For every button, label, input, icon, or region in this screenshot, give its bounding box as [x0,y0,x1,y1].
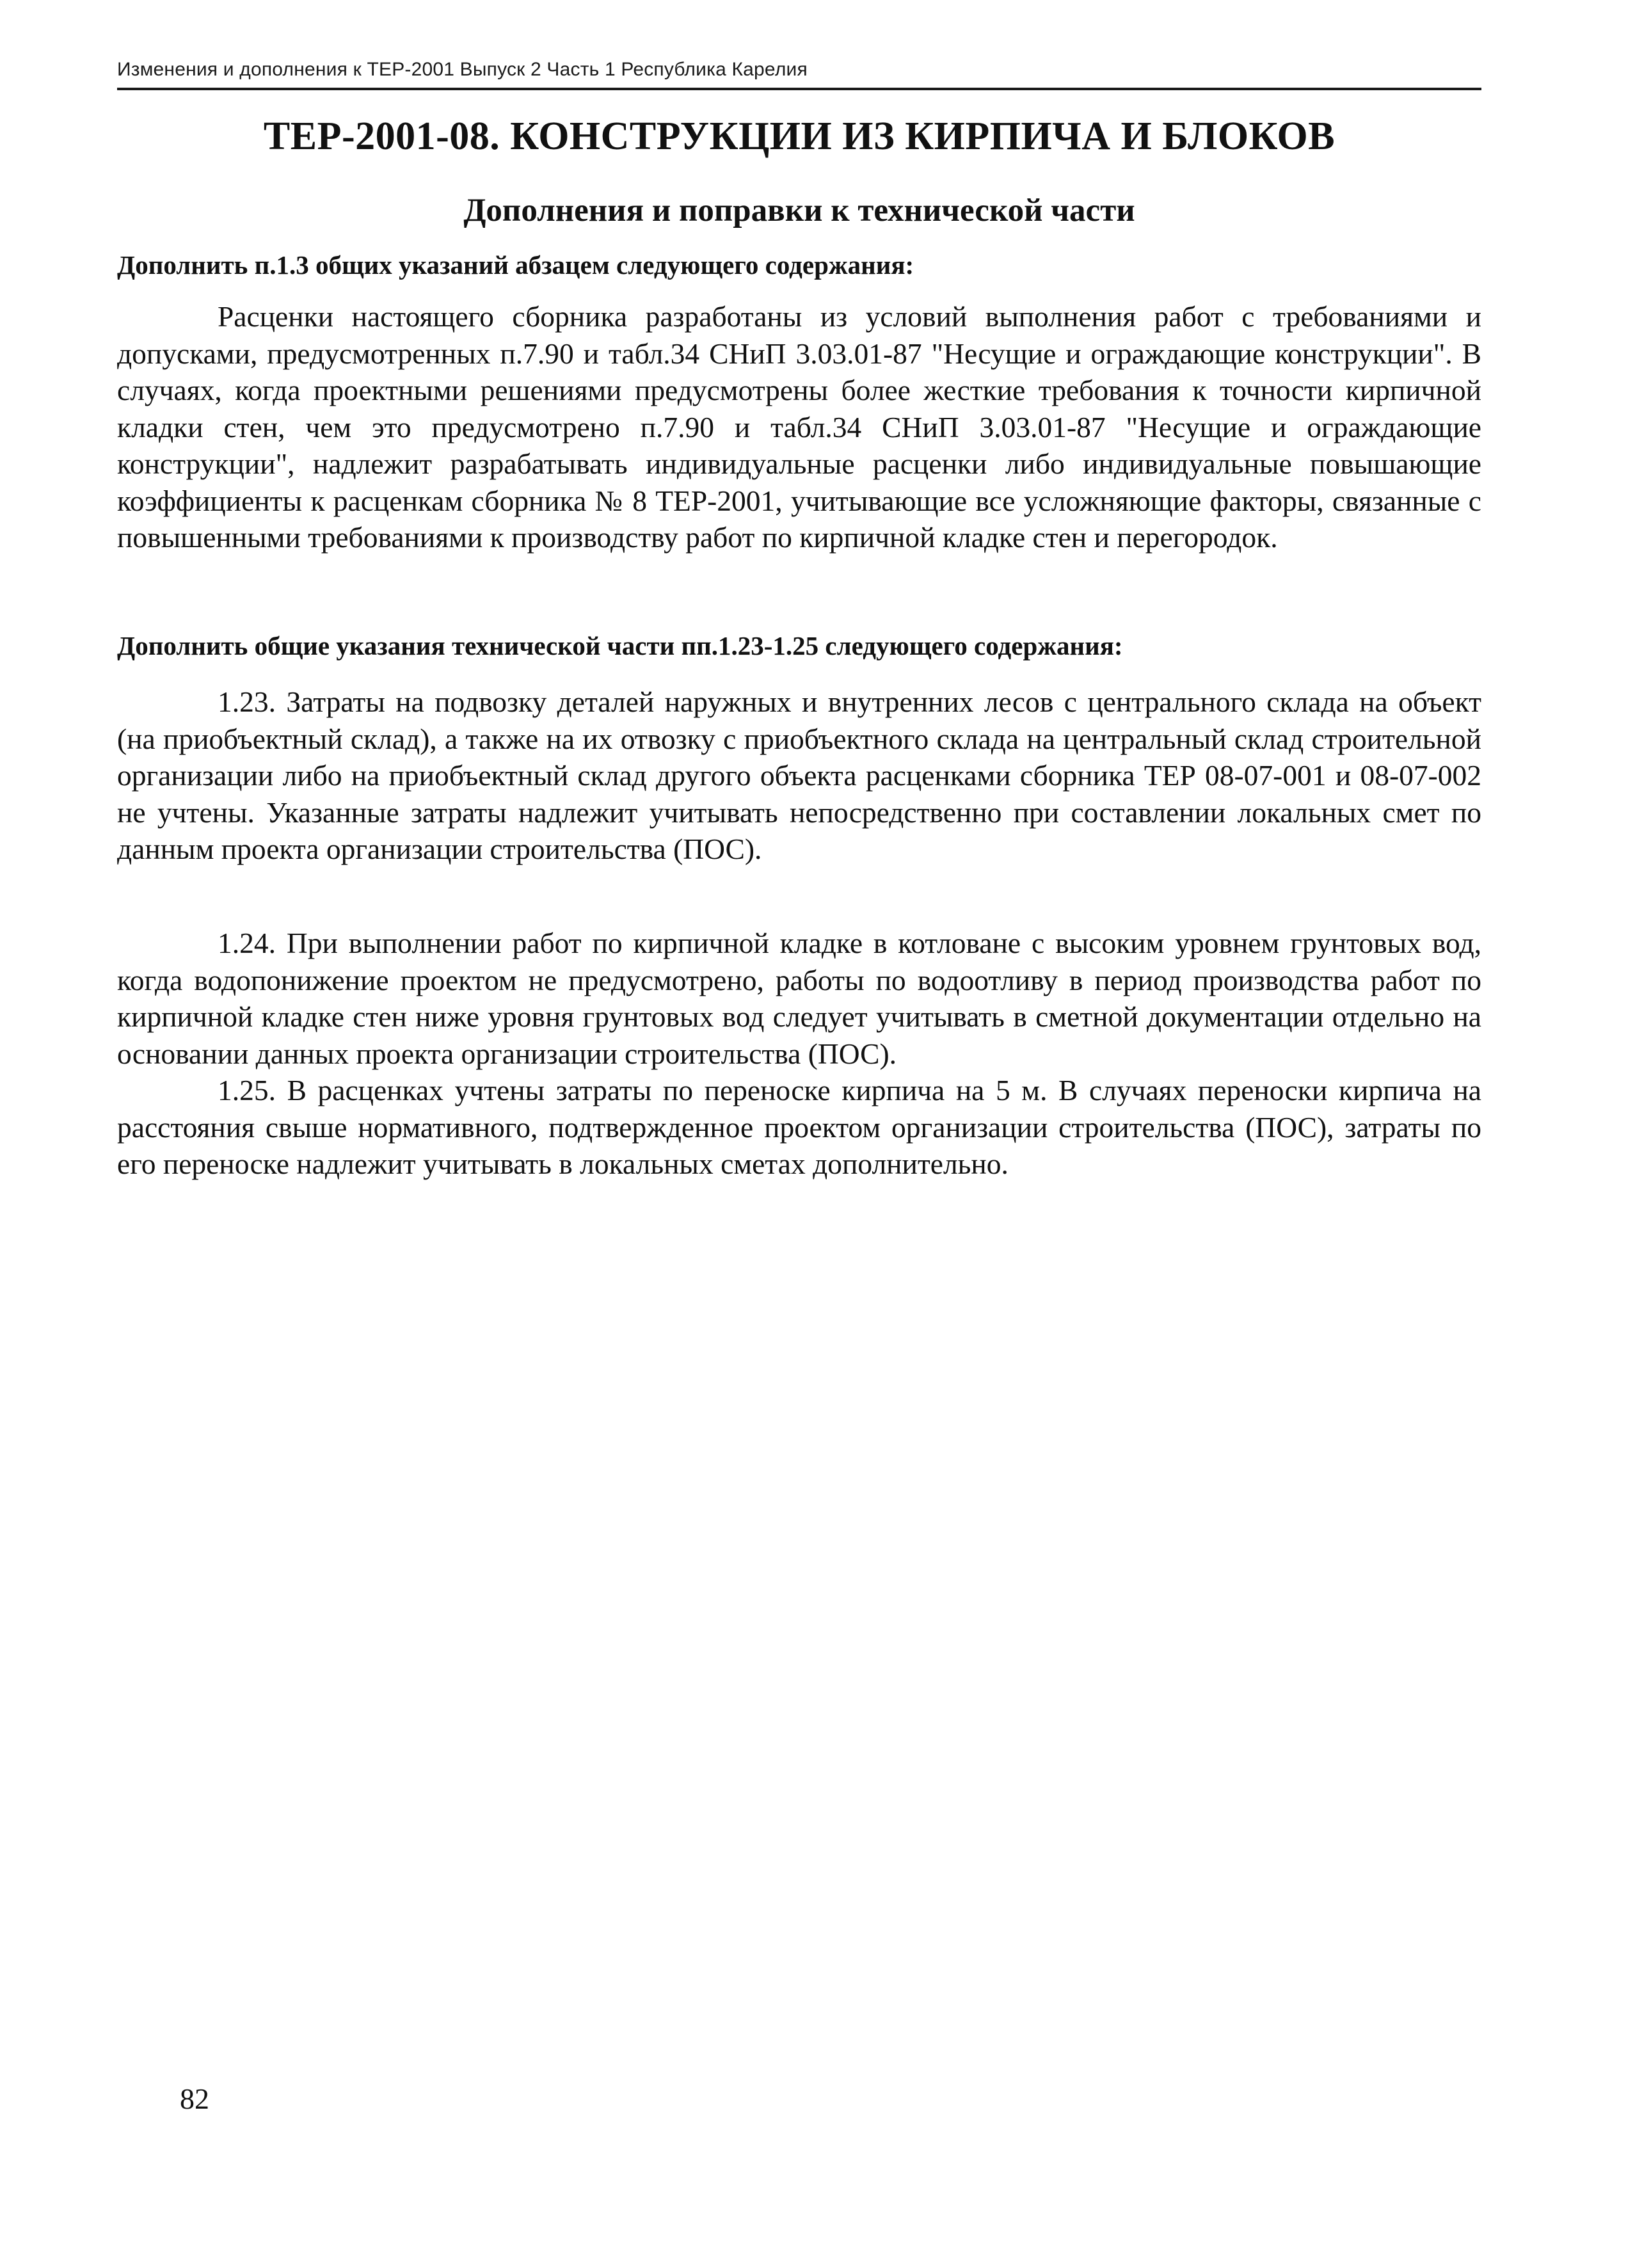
page-subtitle: Дополнения и поправки к технической части [463,193,1135,228]
paragraph-1-24: 1.24. При выполнении работ по кирпичной кладке в котловане с высоким уровнем грунтовых вод, когда водопонижение проектом не предусмотрено, работы по водоотливу в период производства работ по кирпичной кладке стен ниже уровня грунтовых вод следует учитывать в сметной документации отдельно на основании данных проекта организации строительства (ПОС). [117,927,1481,1070]
section-heading: Дополнить п.1.3 общих указаний абзацем следующего содержания: [117,250,914,280]
header-rule [117,88,1481,90]
page-title: ТЕР-2001-08. КОНСТРУКЦИИ ИЗ КИРПИЧА И БЛОКОВ [263,115,1336,158]
paragraph: Расценки настоящего сборника разработаны из условий выполнения работ с требованиями и допусками, предусмотренных п.7.90 и табл.34 СНиП 3.03.01-87 "Несущие и ограждающие конструкции". В случаях, когда проектными решениями предусмотрены более жесткие требования к точности кирпичной кладки стен, чем это предусмотрено п.7.90 и табл.34 СНиП 3.03.01-87 "Несущие и ограждающие конструкции", надлежит разрабатывать индивидуальные расценки либо индивидуальные повышающие коэффициенты к расценкам сборника № 8 ТЕР-2001, учитывающие все усложняющие факторы, связанные с повышенными требованиями к производству работ по кирпичной кладке стен и перегородок. [117,300,1481,554]
paragraph-1-25: 1.25. В расценках учтены затраты по переноске кирпича на 5 м. В случаях переноски кирпича на расстояния свыше нормативного, подтвержденное проектом организации строительства (ПОС), затраты по его переноске надлежит учитывать в локальных сметах дополнительно. [117,1074,1481,1180]
page-number: 82 [180,2082,209,2115]
section-heading: Дополнить общие указания технической части пп.1.23-1.25 следующего содержания: [117,631,1123,660]
running-header: Изменения и дополнения к ТЕР-2001 Выпуск 2 Часть 1 Республика Карелия [117,59,808,80]
paragraph-1-23: 1.23. Затраты на подвозку деталей наружных и внутренних лесов с центрального склада на объект (на приобъектный склад), а также на их отвозку с приобъектного склада на центральный склад строительной организации либо на приобъектный склад другого объекта расценками сборника ТЕР 08-07-001 и 08-07-002 не учтены. Указанные затраты надлежит учитывать непосредственно при составлении локальных смет по данным проекта организации строительства (ПОС). [117,685,1481,865]
